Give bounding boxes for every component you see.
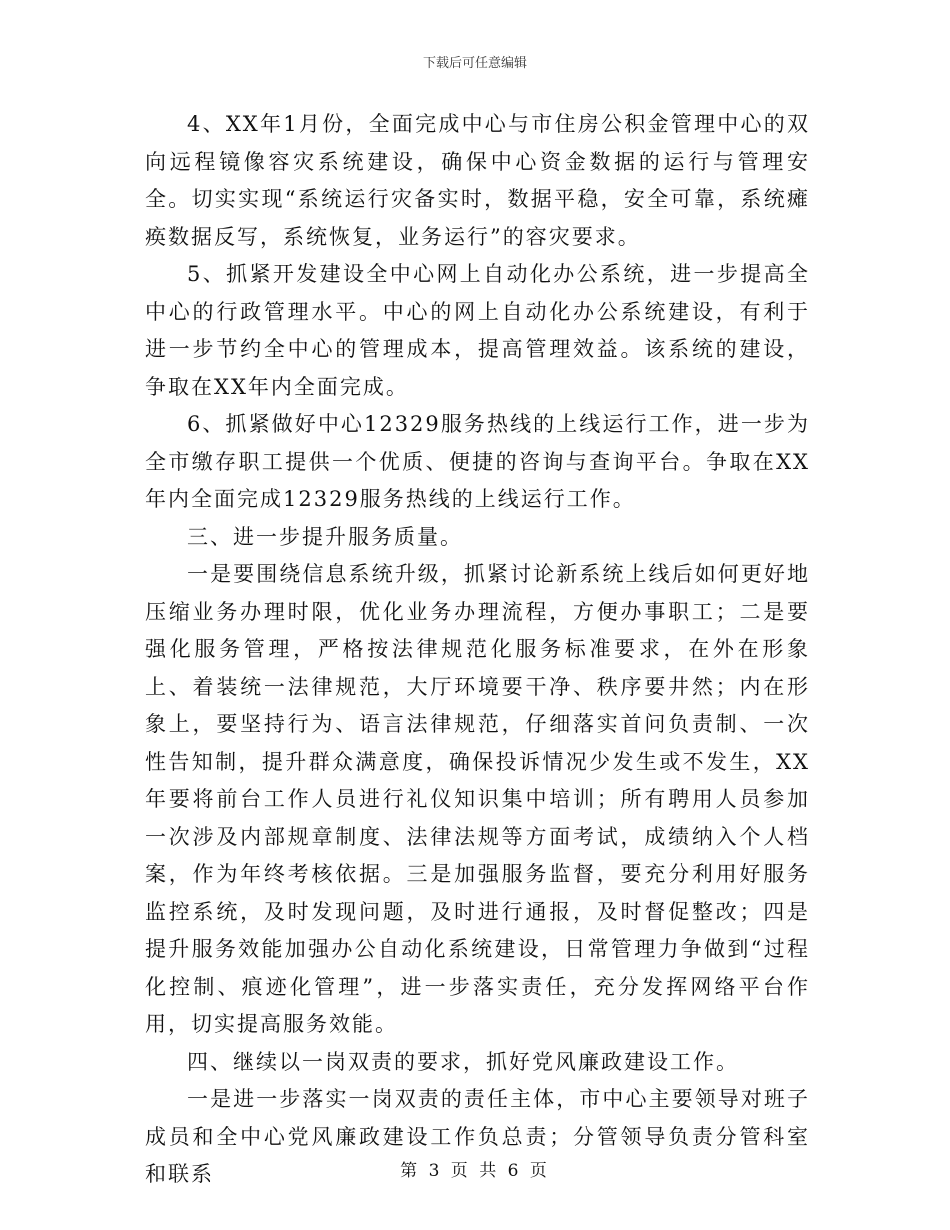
paragraph-responsibility: 一是进一步落实一岗双责的责任主体，市中心主要领导对班子成员和全中心党风廉政建设工作负总责；分管领导负责分管科室和联系	[145, 1087, 810, 1186]
section-heading-4: 四、继续以一岗双责的要求，抓好党风廉政建设工作。	[187, 1049, 739, 1074]
paragraph-item-4: 4、XX年1月份，全面完成中心与市住房公积金管理中心的双向远程镜像容灾系统建设，确保中心资金数据的运行与管理安全。切实实现“系统运行灾备实时，数据平稳，安全可靠，系统瘫痪数据反写，系统恢复，业务运行”的容灾要求。	[145, 112, 810, 249]
paragraph-item-6: 6、抓紧做好中心12329服务热线的上线运行工作，进一步为全市缴存职工提供一个优质、便捷的咨询与查询平台。争取在XX年内全面完成12329服务热线的上线运行工作。	[145, 412, 810, 511]
section-heading-3: 三、进一步提升服务质量。	[187, 524, 463, 549]
document-body	[145, 106, 810, 1194]
paragraph-service-quality: 一是要围绕信息系统升级，抓紧讨论新系统上线后如何更好地压缩业务办理时限，优化业务办理流程，方便办事职工；二是要强化服务管理，严格按法律规范化服务标准要求，在外在形象上、着装统一法律规范，大厅环境要干净、秩序要井然；内在形象上，要坚持行为、语言法律规范，仔细落实首问负责制、一次性告知制，提升群众满意度，确保投诉情况少发生或不发生，XX年要将前台工作人员进行礼仪知识集中培训；所有聘用人员参加一次涉及内部规章制度、法律法规等方面考试，成绩纳入个人档案，作为年终考核依据。三是加强服务监督，要充分利用好服务监控系统，及时发现问题，及时进行通报，及时督促整改；四是提升服务效能加强办公自动化系统建设，日常管理力争做到“过程化控制、痕迹化管理”，进一步落实责任，充分发挥网络平台作用，切实提高服务效能。	[145, 562, 810, 1036]
page-number-footer: 第 3 页 共 6 页	[400, 1161, 550, 1181]
paragraph-item-5: 5、抓紧开发建设全中心网上自动化办公系统，进一步提高全中心的行政管理水平。中心的网上自动化办公系统建设，有利于进一步节约全中心的管理成本，提高管理效益。该系统的建设，争取在XX年内全面完成。	[145, 262, 810, 399]
page-header-note: 下载后可任意编辑	[422, 56, 527, 71]
